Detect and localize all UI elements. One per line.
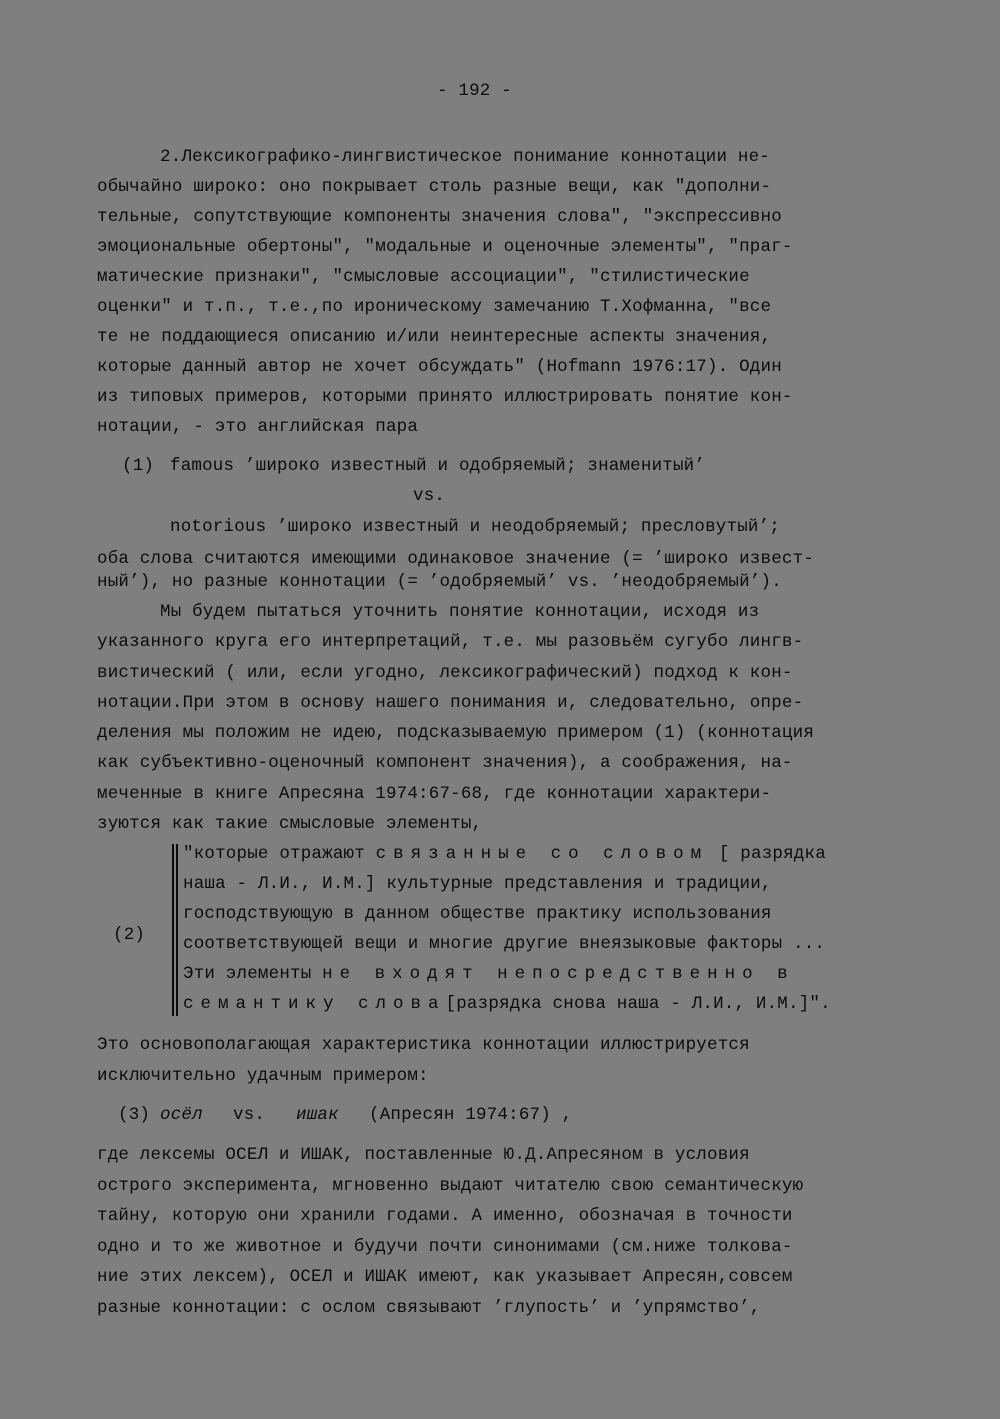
paragraph1-line: тельные, сопутствующие компоненты значения слова", "экспрессивно xyxy=(97,207,782,227)
paragraph1-line: 2.Лексикографико-лингвистическое понимание коннотации не- xyxy=(160,147,770,167)
paragraph1-line: нотации, - это английская пара xyxy=(97,417,419,437)
paragraph4-line: ние этих лексем), ОСЕЛ и ИШАК имеют, как указывает Апресян,совсем xyxy=(97,1267,793,1287)
example1-line2: notorious ’широко известный и неодобряемый; пресловутый’; xyxy=(170,517,780,537)
paragraph1-line: обычайно широко: оно покрывает столь разные вещи, как "дополни- xyxy=(97,177,772,197)
example3-vs: vs. xyxy=(233,1105,266,1125)
quote2-line6 xyxy=(183,993,831,1015)
quote2-line1 xyxy=(183,843,826,865)
paragraph3-line: исключительно удачным примером: xyxy=(97,1066,429,1086)
quote-bar-right xyxy=(176,844,178,1016)
paragraph2-line: нотации.При этом в основу нашего понимания и, следовательно, опре- xyxy=(97,693,804,713)
paragraph1-line: эмоциональные обертоны", "модальные и оценочные элементы", "праг- xyxy=(97,237,793,257)
quote2-line6-spaced: семантику слова xyxy=(183,994,446,1014)
paragraph4-line: острого эксперимента, мгновенно выдают читателю свою семантическую xyxy=(97,1176,804,1196)
paragraph4-line: где лексемы ОСЕЛ и ИШАК, поставленные Ю.Д.Апресяном в условия xyxy=(97,1145,750,1165)
quote2-number: (2) xyxy=(113,925,146,945)
quote2-line4: соответствующей вещи и многие другие внеязыковые факторы ... xyxy=(183,934,826,954)
paragraph1-line: оценки" и т.п., т.е.,по ироническому замечанию Т.Хофманна, "все xyxy=(97,297,772,317)
paragraph4-line: тайну, которую они хранили годами. А именно, обозначая в точности xyxy=(97,1206,793,1226)
quote2-line1-post: [ разрядка xyxy=(708,844,826,864)
example1-line1: famous ’широко известный и одобряемый; знаменитый’ xyxy=(170,456,706,476)
paragraph2-line: деления мы положим не идею, подсказываемую примером (1) (коннотация xyxy=(97,723,815,743)
paragraph1-line: которые данный автор не хочет обсуждать" (Hofmann 1976:17). Один xyxy=(97,357,782,377)
quote2-line6-post: [разрядка снова наша - Л.И., И.М.]". xyxy=(445,994,831,1014)
quote2-line5-spaced: не входят непосредственно в xyxy=(322,964,795,984)
paragraph2-line: указанного круга его интерпретаций, т.е. мы разовьём сугубо лингв- xyxy=(97,632,804,652)
paragraph3-line: Это основополагающая характеристика коннотации иллюстрируется xyxy=(97,1035,750,1055)
paragraph2-line: зуются как такие смысловые элементы, xyxy=(97,814,483,834)
paragraph1-line: из типовых примеров, которыми принято иллюстрировать понятие кон- xyxy=(97,387,793,407)
page-number: - 192 - xyxy=(437,81,512,101)
quote2-line3: господствующую в данном обществе практику использования xyxy=(183,904,772,924)
example3-word1: осёл xyxy=(160,1105,203,1125)
example1-number: (1) xyxy=(122,456,155,476)
paragraph4-line: разные коннотации: с ослом связывают ’глупость’ и ’упрямство’, xyxy=(97,1298,761,1318)
quote2-line5 xyxy=(183,963,795,985)
paragraph2-line: меченные в книге Апресяна 1974:67-68, где коннотации характери- xyxy=(97,784,772,804)
after-example1-line: ный’), но разные коннотации (= ’одобряемый’ vs. ’неодобряемый’). xyxy=(97,572,782,592)
quote2-line1-pre: "которые отражают xyxy=(183,844,376,864)
example1-vs: vs. xyxy=(413,486,446,506)
paragraph2-line: Мы будем пытаться уточнить понятие коннотации, исходя из xyxy=(160,602,760,622)
paragraph2-line: вистический ( или, если угодно, лексикографический) подход к кон- xyxy=(97,663,793,683)
after-example1-line: оба слова считаются имеющими одинаковое значение (= ’широко извест- xyxy=(97,549,815,569)
quote2-line5-pre: Эти элементы xyxy=(183,964,323,984)
paragraph4-line: одно и то же животное и будучи почти синонимами (см.ниже толкова- xyxy=(97,1237,793,1257)
quote2-line2: наша - Л.И., И.М.] культурные представления и традиции, xyxy=(183,874,772,894)
paragraph1-line: матические признаки", "смысловые ассоциации", "стилистические xyxy=(97,267,750,287)
paragraph2-line: как субъективно-оценочный компонент значения), а соображения, на- xyxy=(97,753,793,773)
example3-source: (Апресян 1974:67) , xyxy=(369,1105,573,1125)
example3-word2: ишак xyxy=(296,1105,339,1125)
example3-number: (3) xyxy=(118,1105,151,1125)
quote2-line1-spaced: связанные со словом xyxy=(375,844,709,864)
quote-bar-left xyxy=(172,844,174,1016)
paragraph1-line: те не поддающиеся описанию и/или неинтересные аспекты значения, xyxy=(97,327,772,347)
